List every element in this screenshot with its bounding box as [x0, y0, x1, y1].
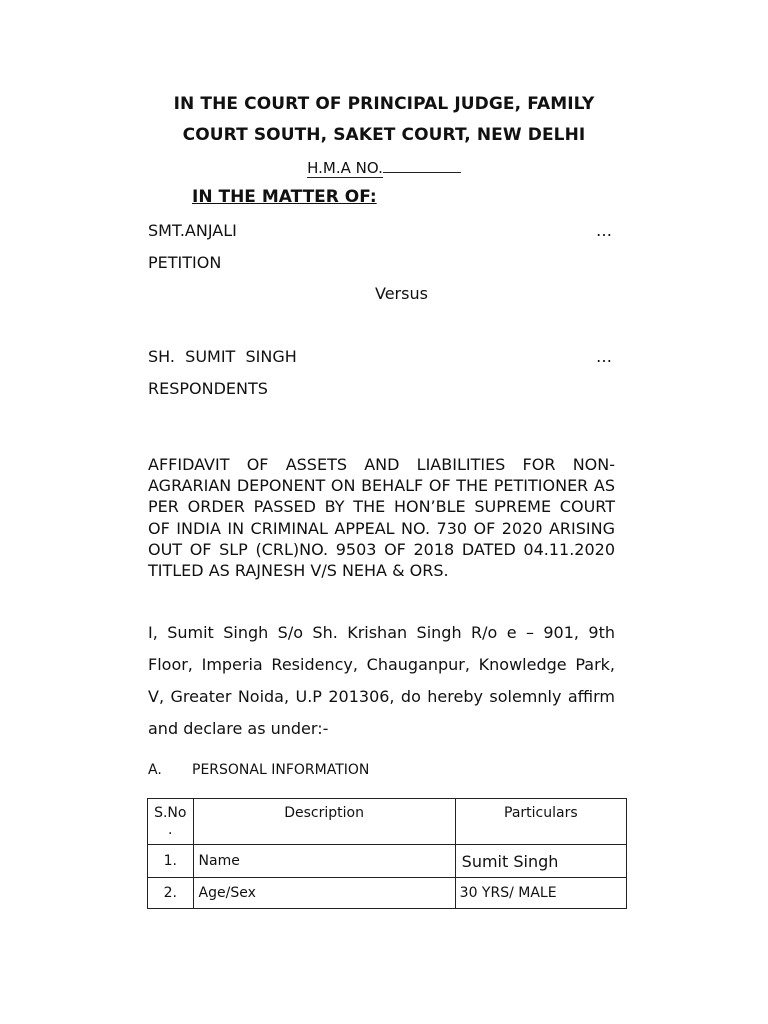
- versus-label: Versus: [375, 284, 428, 303]
- table-row: [148, 878, 627, 909]
- header-sno-line-1: S.No: [154, 805, 187, 821]
- petitioner-dots: …: [596, 221, 613, 240]
- court-heading-line-2: COURT SOUTH, SAKET COURT, NEW DELHI: [182, 125, 586, 145]
- header-particulars: Particulars: [455, 799, 626, 845]
- header-description: Description: [193, 799, 455, 845]
- header-sno: [148, 799, 194, 845]
- row-sno: 2.: [148, 878, 194, 909]
- respondent-name: SH. SUMIT SINGH: [148, 347, 297, 366]
- section-a-number: A.: [148, 762, 162, 778]
- personal-information-table: [147, 798, 627, 909]
- row-description: Name: [193, 845, 455, 878]
- affidavit-title: AFFIDAVIT OF ASSETS AND LIABILITIES FOR NON-AGRARIAN DEPONENT ON BEHALF OF THE PETITIONER AS PER ORDER PASSED BY THE HON’BLE SUPREME COURT OF INDIA IN CRIMINAL APPEAL NO. 730 OF 2020 ARISING OUT OF SLP (CRL)NO. 9503 OF 2018 DATED 04.11.2020 TITLED AS RAJNESH V/S NEHA & ORS.: [148, 455, 615, 581]
- table-header-row: [148, 799, 627, 845]
- row-sno: 1.: [148, 845, 194, 878]
- matter-heading: IN THE MATTER OF:: [192, 187, 377, 207]
- section-a-heading: [148, 762, 369, 778]
- petitioner-name: SMT.ANJALI: [148, 221, 237, 240]
- row-particulars: Sumit Singh: [455, 845, 626, 878]
- table-row: [148, 845, 627, 878]
- declaration-paragraph: I, Sumit Singh S/o Sh. Krishan Singh R/o e – 901, 9th Floor, Imperia Residency, Chauganpur, Knowledge Park, V, Greater Noida, U.P 201306, do hereby solemnly affirm and declare as under:-: [148, 623, 615, 738]
- respondent-role: RESPONDENTS: [148, 379, 268, 398]
- case-number-blank: [383, 158, 461, 173]
- section-a-title: PERSONAL INFORMATION: [192, 762, 370, 778]
- row-description: Age/Sex: [193, 878, 455, 909]
- court-heading-line-1: IN THE COURT OF PRINCIPAL JUDGE, FAMILY: [173, 94, 595, 114]
- header-sno-line-2: .: [168, 822, 173, 838]
- petitioner-role: PETITION: [148, 253, 222, 272]
- case-number-line: [0, 158, 768, 177]
- case-number-label: H.M.A NO.: [307, 159, 383, 177]
- respondent-dots: …: [596, 347, 613, 366]
- row-particulars: 30 YRS/ MALE: [455, 878, 626, 909]
